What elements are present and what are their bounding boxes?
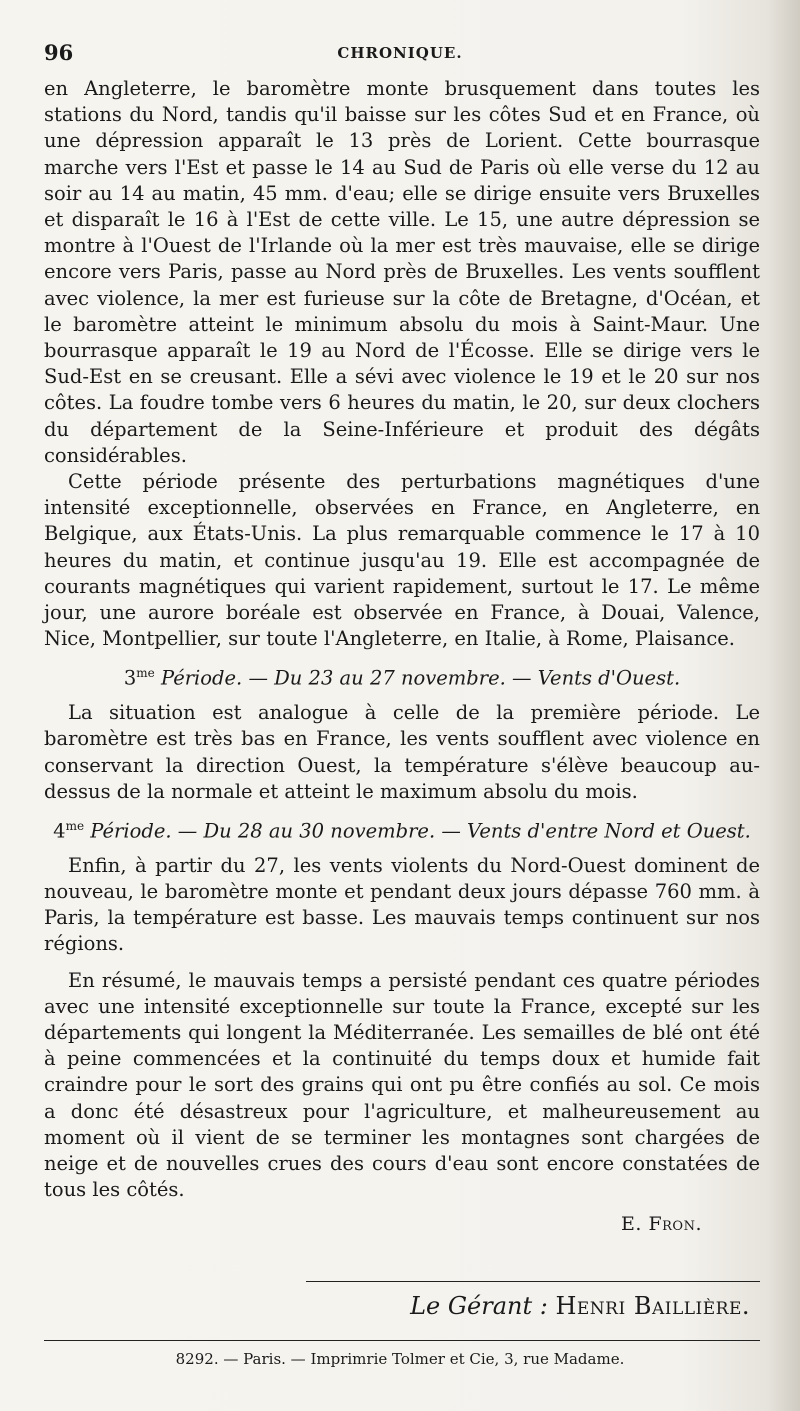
period-4-number: 4 — [53, 819, 66, 843]
period-3-title: Période. — Du 23 au 27 novembre. — Vents d'Ouest. — [160, 666, 681, 690]
paragraph-storms: en Angleterre, le baromètre monte brusquement dans toutes les stations du Nord, tandis qu'il baisse sur les côtes Sud et en France, où une dépression apparaît le 13 près de Lorient. Cette bourrasque marche vers l'Est et passe le 14 au Sud de Paris où elle verse du 12 au soir au 14 au matin, 45 mm. d'eau; elle se dirige ensuite vers Bruxelles et disparaît le 16 à l'Est de cette ville. Le 15, une autre dépression se montre à l'Ouest de l'Irlande où la mer est très mauvaise, elle se dirige encore vers Paris, passe au Nord près de Bruxelles. Les vents soufflent avec violence, la mer est furieuse sur la côte de Bretagne, d'Océan, et le baromètre atteint le minimum absolu du mois à Saint-Maur. Une bourrasque apparaît le 19 au Nord de l'Écosse. Elle se dirige vers le Sud-Est en se creusant. Elle a sévi avec violence le 19 et le 20 sur nos côtes. La foudre tombe vers 6 heures du matin, le 20, sur deux clochers du département de la Seine-Inférieure et produit des dégâts considérables. — [44, 77, 760, 467]
paragraph-period-3: La situation est analogue à celle de la première période. Le baromètre est très bas en France, les vents soufflent avec violence en conservant la direction Ouest, la température s'élève beaucoup au-dessus de la normale et atteint le maximum absolu du mois. — [44, 701, 760, 803]
period-3-number: 3 — [123, 666, 137, 690]
rule-top — [306, 1281, 760, 1282]
paragraph-summary: En résumé, le mauvais temps a persisté pendant ces quatre périodes avec une intensité exceptionnelle sur toute la France, excepté sur les départements qui longent la Méditerranée. Les semailles de blé ont été à peine commencées et la continuité du temps doux et humide fait craindre pour le sort des grains qui ont pu être confiés au sol. Ce mois a donc été désastreux pour l'agriculture, et malheureusement au moment où il vient de se terminer les montagnes sont chargées de neige et de nouvelles crues des cours d'eau sont encore constatées de tous les côtés. — [44, 968, 760, 1202]
gerant-line — [0, 1292, 750, 1320]
printer-imprint: 8292. — Paris. — Imprimrie Tolmer et Cie, 3, rue Madame. — [175, 1350, 625, 1368]
paragraph-magnetic: Cette période présente des perturbations magnétiques d'une intensité exceptionnelle, observées en France, en Angleterre, en Belgique, aux États-Unis. La plus remarquable commence le 17 à 10 heures du matin, et continue jusqu'au 19. Elle est accompagnée de courants magnétiques qui varient rapidement, surtout le 17. Le même jour, une aurore boréale est observée en France, à Douai, Valence, Nice, Montpellier, sur toute l'Angleterre, en Italie, à Rome, Plaisance. — [44, 470, 760, 651]
period-4-title: Période. — Du 28 au 30 novembre. — Vents d'entre Nord et Ouest. — [90, 819, 751, 843]
author-signature: E. Fron. — [621, 1213, 702, 1236]
running-head: CHRONIQUE. — [337, 44, 463, 62]
period-3-suffix: me — [136, 666, 155, 681]
paragraph-period-4: Enfin, à partir du 27, les vents violents du Nord-Ouest dominent de nouveau, le baromètre monte et pendant deux jours dépasse 760 mm. à Paris, la température est basse. Les mauvais temps continuent sur nos régions. — [44, 853, 760, 956]
gerant-name: Henri Baillière. — [555, 1292, 750, 1320]
period-3-heading — [44, 660, 760, 692]
page-number: 96 — [44, 40, 74, 65]
page-header — [44, 40, 756, 68]
period-4-suffix: me — [65, 818, 85, 833]
article-body — [44, 76, 760, 1238]
period-4-heading — [44, 813, 760, 845]
gerant-label: Le Gérant : — [410, 1292, 548, 1320]
rule-bottom — [44, 1340, 760, 1341]
